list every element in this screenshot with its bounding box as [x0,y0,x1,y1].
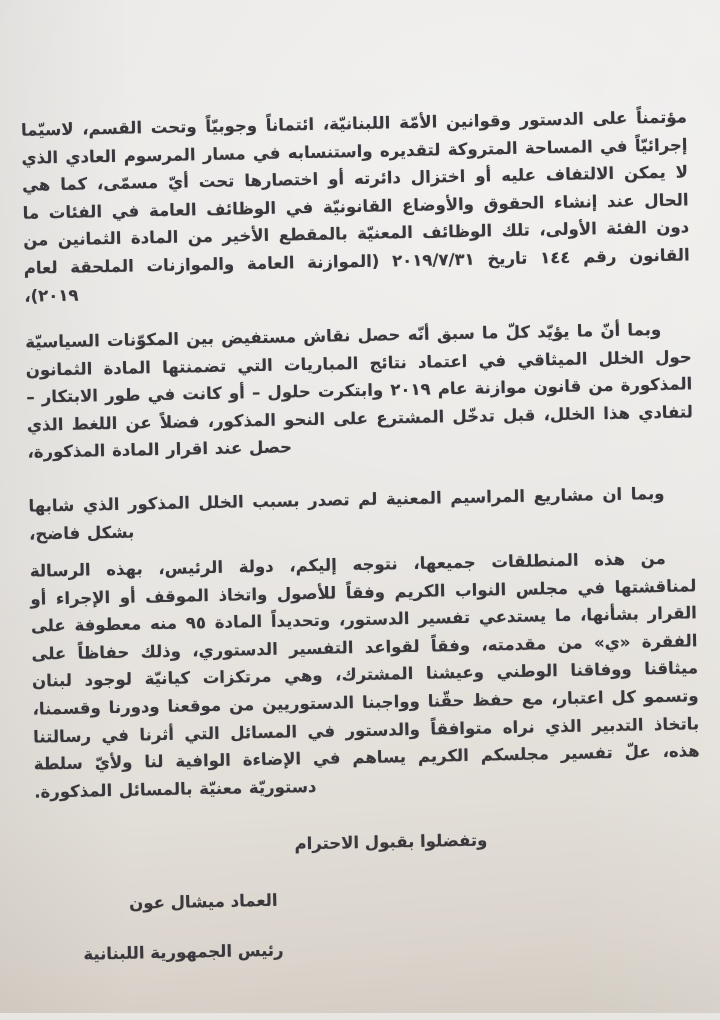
closing-salutation: وتفضلوا بقبول الاحترام [294,831,487,854]
paragraph-oath-constitution: مؤتمناً على الدستور وقوانين الأمّة اللبنانيّة، ائتماناً وجوبيّاً وتحت القسم، لاسيّما إجرائيّاً في المساحة المتروكة لتقديره واستنسابه في مسار المرسوم العادي الذي لا يمكن الالتفاف عليه أو اختزال دائرته أو اختصارها تحت أيّ مسمّى، كما هي الحال عند إنشاء الحقوق والأوضاع القانونيّة في الوظائف العامة في الفئات ما دون الفئة الأولى، تلك الوظائف المعنيّة بالمقطع الأخير من المادة الثمانين من القانون رقم ١٤٤ تاريخ ٢٠١٩/٧/٣١ (الموازنة العامة والموازنات الملحقة لعام ٢٠١٩)، [21,103,691,309]
paragraph-request-interpretation: من هذه المنطلقات جميعها، نتوجه إليكم، دولة الرئيس، بهذه الرسالة لمناقشتها في مجلس النواب الكريم وفقاً للأصول واتخاذ الموقف أو الإجراء أو القرار بشأنها، ما يستدعي تفسير الدستور، وتحديداً المادة ٩٥ منه معطوفة على الفقرة «ي» من مقدمته، وفقاً لقواعد التفسير الدستوري، وذلك حفاظاً على ميثاقنا ووفاقنا الوطني وعيشنا المشترك، وهي مرتكزات كيانيّة لوجود لبنان وتسمو كل اعتبار، مع حفظ حقّنا وواجبنا الدستوريين من موقعنا ودورنا وقسمنا، باتخاذ التدبير الذي نراه متوافقاً والدستور في المسائل التي أثرنا في رسالتنا هذه، علّ تفسير مجلسكم الكريم يساهم في الإضاءة الوافية لنا ولأيّ سلطة دستوريّة معنيّة بالمسائل المذكورة. [30,544,701,806]
paragraph-decrees-not-issued: وبما ان مشاريع المراسيم المعنية لم تصدر بسبب الخلل المذكور الذي شابها بشكل فاضح، [28,479,695,548]
paragraph-political-debate: وبما أنّ ما يؤيّد كلّ ما سبق أنّه حصل نقاش مستفيض بين المكوّنات السياسيّة حول الخلل الميثاقي في اعتماد نتائج المباريات التي تضمنتها المادة الثمانون المذكورة من قانون موازنة عام ٢٠١٩ وابتكرت حلول – أو كانت في طور الابتكار – لتفادي هذا الخلل، قبل تدخّل المشترع على النحو المذكور، فضلاً عن اللغط الذي حصل عند اقرار المادة المذكورة، [25,315,694,466]
signature-name: العماد ميشال عون [129,891,278,913]
signature-title: رئيس الجمهورية اللبنانية [83,941,284,964]
